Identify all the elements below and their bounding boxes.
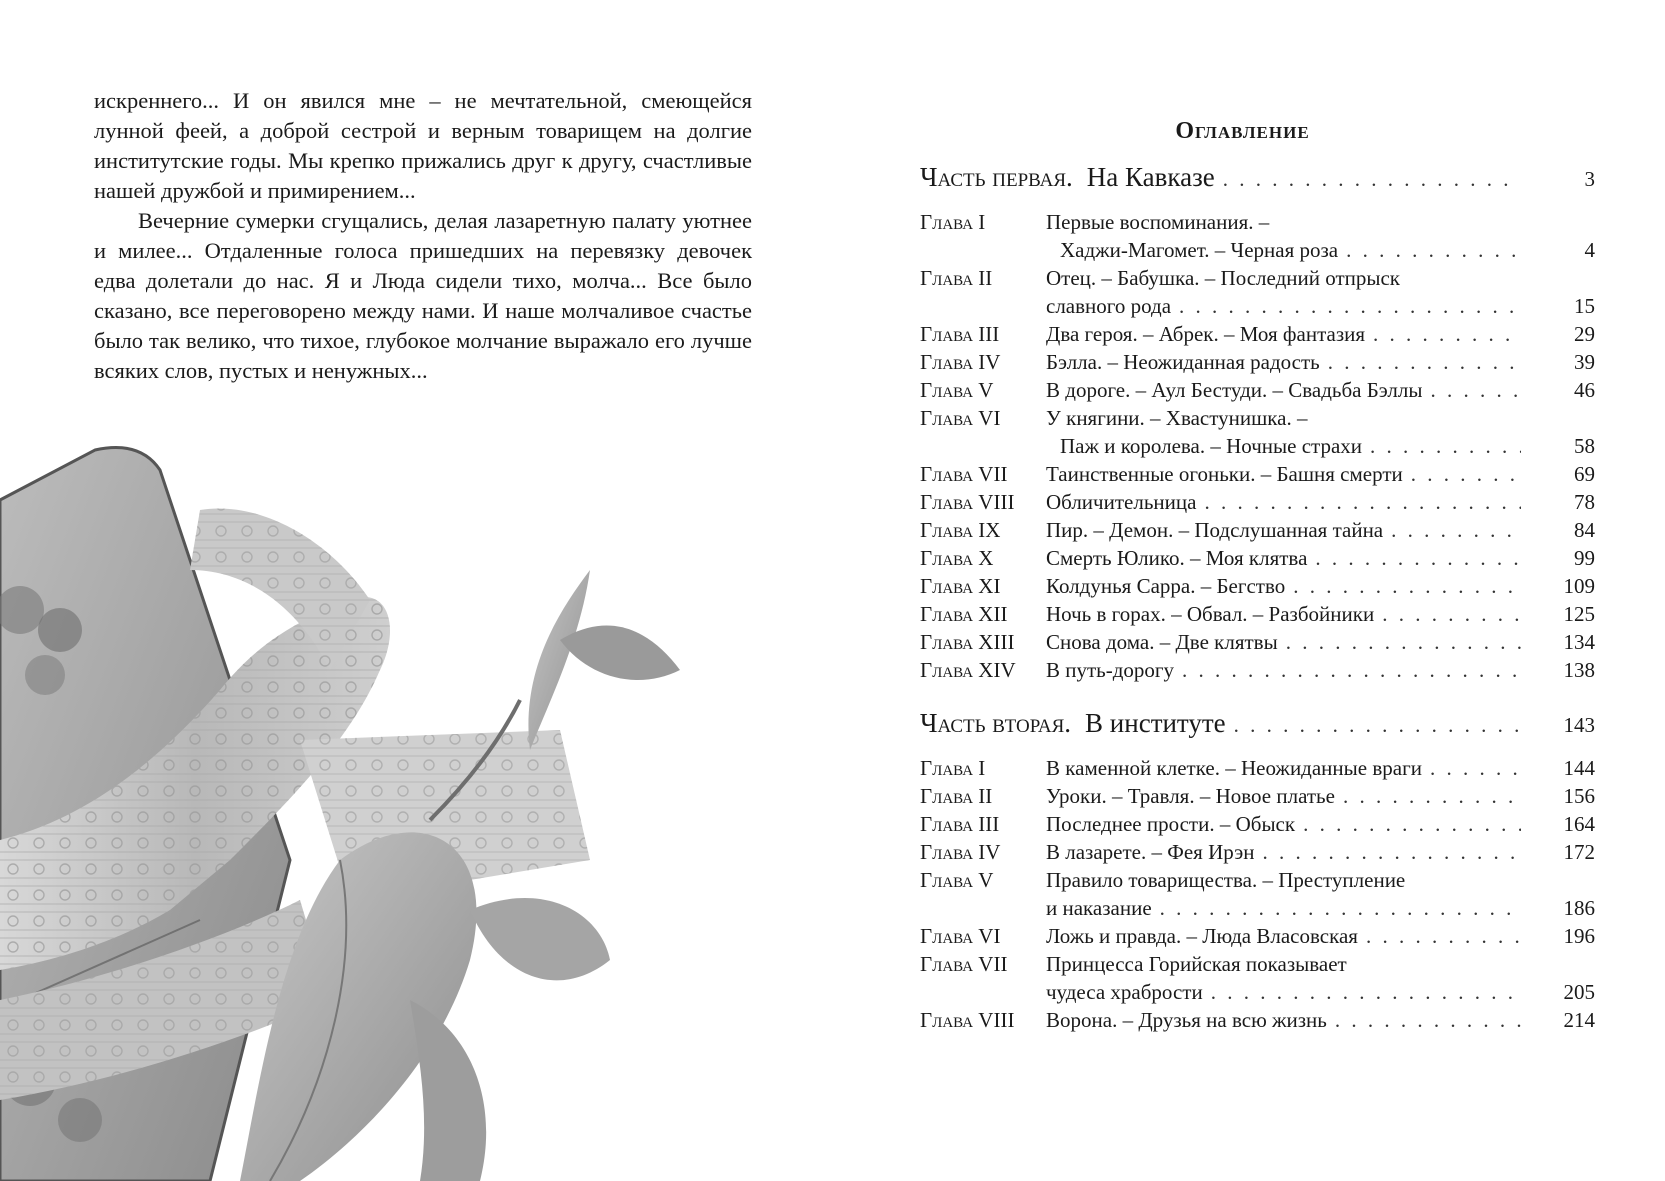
- page-number: 143: [1563, 713, 1595, 737]
- page-number: 125: [1563, 602, 1595, 626]
- page-number: 156: [1563, 784, 1595, 808]
- chapter-number: Глава VI: [920, 406, 1001, 430]
- part-label: Часть вторая.: [920, 708, 1072, 738]
- chapter-title: Таинственные огоньки. – Башня смерти: [1046, 462, 1403, 486]
- leader-dots: [1263, 838, 1521, 866]
- paragraph-2: Вечерние сумерки сгущались, делая лазаретную палату уютнее и милее... Отдаленные голоса пришедших на перевязку девочек едва долетали до нас. Я и Люда сидели тихо, молча... Все было сказано, все переговорено между нами. И наше молчаливое счастье было так велико, что тихое, глубокое молчание выражало его лучше всяких слов, пустых и ненужных...: [94, 208, 752, 383]
- chapter-title: В дороге. – Аул Бестуди. – Свадьба Бэллы: [1046, 378, 1423, 402]
- toc-entry[interactable]: [920, 600, 1595, 628]
- toc-entry[interactable]: [920, 460, 1595, 488]
- chapter-number: Глава IV: [920, 350, 1001, 374]
- toc-entry[interactable]: [920, 572, 1595, 600]
- chapter-number: Глава III: [920, 322, 1000, 346]
- toc-entry[interactable]: [920, 404, 1595, 460]
- leader-dots: [1430, 754, 1521, 782]
- chapter-title: В путь-дорогу: [1046, 658, 1175, 682]
- chapter-title: Уроки. – Травля. – Новое платье: [1046, 784, 1335, 808]
- chapter-title: Пир. – Демон. – Подслушанная тайна: [1046, 518, 1384, 542]
- leader-dots: [1346, 236, 1521, 264]
- leader-dots: [1234, 713, 1521, 738]
- toc-entry[interactable]: [920, 782, 1595, 810]
- leader-dots: [1431, 376, 1522, 404]
- page-number: 15: [1574, 294, 1595, 318]
- chapter-title: Колдунья Сарра. – Бегство: [1046, 574, 1286, 598]
- chapter-title: Ложь и правда. – Люда Власовская: [1046, 924, 1358, 948]
- chapter-title: и наказание: [1046, 896, 1152, 920]
- leader-dots: [1382, 600, 1521, 628]
- page-number: 46: [1574, 378, 1595, 402]
- chapter-title: Правило товарищества. – Преступление: [1046, 868, 1406, 892]
- toc-entry[interactable]: [920, 488, 1595, 516]
- chapter-title: Паж и королева. – Ночные страхи: [1060, 434, 1363, 458]
- leader-dots: [1366, 922, 1521, 950]
- page-number: 39: [1574, 350, 1595, 374]
- part-title: В институте: [1085, 708, 1226, 738]
- chapter-number: Глава I: [920, 210, 986, 234]
- chapter-title: Бэлла. – Неожиданная радость: [1046, 350, 1320, 374]
- page-number: 109: [1563, 574, 1595, 598]
- chapter-title: Принцесса Горийская показывает: [1046, 952, 1347, 976]
- ribbon-leaves-illustration: [0, 440, 730, 1181]
- toc-entry[interactable]: [920, 628, 1595, 656]
- page-number: 164: [1563, 812, 1595, 836]
- prose-text: [94, 86, 752, 386]
- chapter-number: Глава XIV: [920, 658, 1016, 682]
- toc-entry[interactable]: [920, 208, 1595, 264]
- chapter-title: Хаджи-Магомет. – Черная роза: [1060, 238, 1339, 262]
- page-number: 172: [1563, 840, 1595, 864]
- page-number: 69: [1574, 462, 1595, 486]
- chapter-number: Глава VII: [920, 462, 1008, 486]
- chapter-title: У княгини. – Хвастунишка. –: [1046, 406, 1308, 430]
- toc-part[interactable]: [920, 708, 1595, 754]
- page-number: 4: [1584, 238, 1595, 262]
- toc-entry[interactable]: [920, 348, 1595, 376]
- chapter-title: Обличительница: [1046, 490, 1197, 514]
- leader-dots: [1303, 810, 1521, 838]
- page-number: 3: [1584, 167, 1595, 191]
- part-label: Часть первая.: [920, 162, 1073, 192]
- page-number: 186: [1563, 896, 1595, 920]
- toc-entry[interactable]: [920, 922, 1595, 950]
- chapter-number: Глава XIII: [920, 630, 1015, 654]
- toc-part[interactable]: [920, 162, 1595, 208]
- leader-dots: [1343, 782, 1521, 810]
- chapter-number: Глава IV: [920, 840, 1001, 864]
- chapter-number: Глава II: [920, 266, 993, 290]
- right-page: [820, 0, 1665, 1181]
- chapter-title: В лазарете. – Фея Ирэн: [1046, 840, 1255, 864]
- chapter-number: Глава XI: [920, 574, 1001, 598]
- chapter-number: Глава III: [920, 812, 1000, 836]
- page-number: 196: [1563, 924, 1595, 948]
- chapter-title: чудеса храбрости: [1046, 980, 1203, 1004]
- leader-dots: [1160, 894, 1521, 922]
- chapter-number: Глава X: [920, 546, 994, 570]
- leader-dots: [1373, 320, 1521, 348]
- toc-entry[interactable]: [920, 376, 1595, 404]
- toc-title: Оглавление: [1175, 118, 1310, 144]
- chapter-title: В каменной клетке. – Неожиданные враги: [1046, 756, 1422, 780]
- chapter-title: Ворона. – Друзья на всю жизнь: [1046, 1008, 1327, 1032]
- leader-dots: [1293, 572, 1521, 600]
- leader-dots: [1179, 292, 1521, 320]
- toc-entry[interactable]: [920, 544, 1595, 572]
- table-of-contents: [920, 162, 1595, 1034]
- chapter-title: Два героя. – Абрек. – Моя фантазия: [1046, 322, 1366, 346]
- chapter-title: Смерть Юлико. – Моя клятва: [1046, 546, 1308, 570]
- leader-dots: [1411, 460, 1521, 488]
- toc-entry[interactable]: [920, 1006, 1595, 1034]
- leader-dots: [1335, 1006, 1521, 1034]
- chapter-number: Глава V: [920, 868, 994, 892]
- page-number: 29: [1574, 322, 1595, 346]
- toc-entry[interactable]: [920, 838, 1595, 866]
- chapter-title: Ночь в горах. – Обвал. – Разбойники: [1046, 602, 1375, 626]
- chapter-number: Глава VIII: [920, 490, 1015, 514]
- leader-dots: [1286, 628, 1521, 656]
- chapter-title: Последнее прости. – Обыск: [1046, 812, 1296, 836]
- toc-entry[interactable]: [920, 866, 1595, 922]
- toc-entry[interactable]: [920, 950, 1595, 1006]
- paragraph-1: искреннего... И он явился мне – не мечтательной, смеющейся лунной феей, а доброй сестрой и верным товарищем на долгие институтские годы. Мы крепко прижались друг к другу, счастливые нашей дружбой и примирением...: [94, 88, 752, 203]
- page-number: 84: [1574, 518, 1595, 542]
- toc-entry[interactable]: [920, 754, 1595, 782]
- chapter-number: Глава XII: [920, 602, 1008, 626]
- page-number: 58: [1574, 434, 1595, 458]
- leader-dots: [1211, 978, 1521, 1006]
- left-page: [0, 0, 820, 1181]
- chapter-title: славного рода: [1046, 294, 1172, 318]
- toc-entry[interactable]: [920, 264, 1595, 320]
- chapter-title: Отец. – Бабушка. – Последний отпрыск: [1046, 266, 1400, 290]
- chapter-title: Снова дома. – Две клятвы: [1046, 630, 1278, 654]
- chapter-number: Глава V: [920, 378, 994, 402]
- chapter-title: Первые воспоминания. –: [1046, 210, 1270, 234]
- page-number: 144: [1563, 756, 1595, 780]
- leader-dots: [1204, 488, 1521, 516]
- chapter-number: Глава VI: [920, 924, 1001, 948]
- page-number: 78: [1574, 490, 1595, 514]
- chapter-number: Глава IX: [920, 518, 1001, 542]
- chapter-number: Глава VII: [920, 952, 1008, 976]
- leader-dots: [1328, 348, 1521, 376]
- chapter-number: Глава I: [920, 756, 986, 780]
- leader-dots: [1182, 656, 1521, 684]
- page-number: 134: [1563, 630, 1595, 654]
- chapter-number: Глава II: [920, 784, 993, 808]
- page-number: 138: [1563, 658, 1595, 682]
- page-number: 205: [1563, 980, 1595, 1004]
- leader-dots: [1223, 167, 1521, 192]
- toc-entry[interactable]: [920, 656, 1595, 684]
- chapter-number: Глава VIII: [920, 1008, 1015, 1032]
- leader-dots: [1370, 432, 1521, 460]
- toc-entry[interactable]: [920, 516, 1595, 544]
- leader-dots: [1315, 544, 1521, 572]
- toc-entry[interactable]: [920, 810, 1595, 838]
- page-number: 214: [1563, 1008, 1595, 1032]
- part-title: На Кавказе: [1086, 162, 1215, 192]
- toc-entry[interactable]: [920, 320, 1595, 348]
- leader-dots: [1391, 516, 1521, 544]
- page-number: 99: [1574, 546, 1595, 570]
